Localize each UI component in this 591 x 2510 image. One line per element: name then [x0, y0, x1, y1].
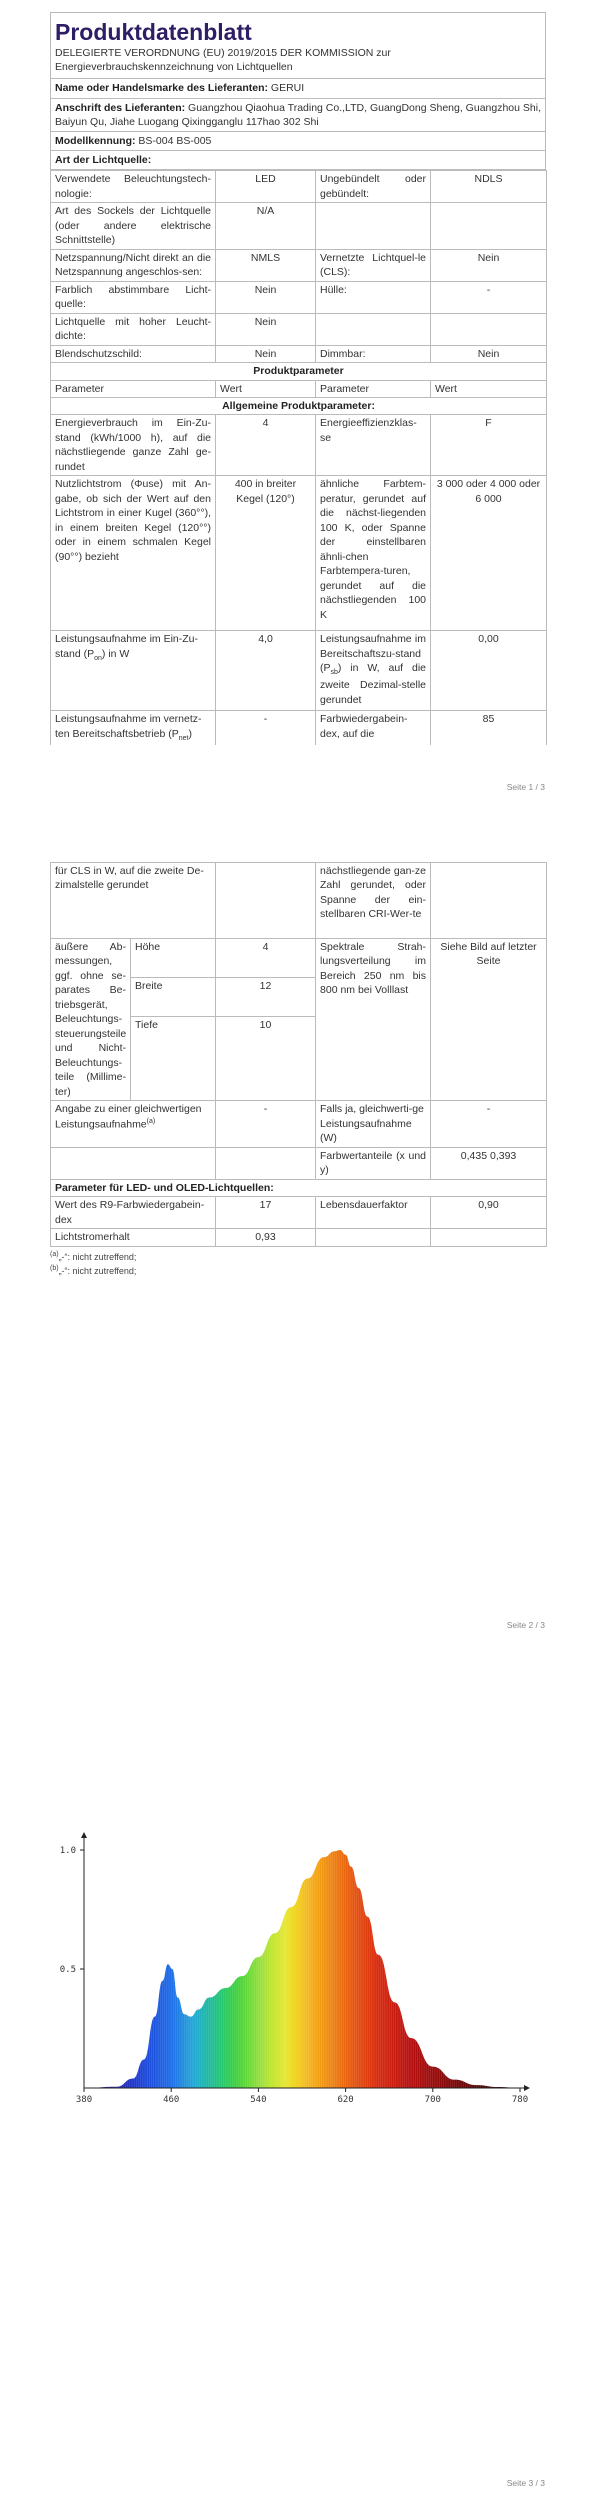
page-number: Seite 2 / 3	[506, 1620, 545, 1630]
x-tick-label: 620	[337, 2095, 354, 2105]
x-tick-label: 380	[75, 2095, 93, 2105]
table-row	[51, 345, 547, 362]
param-value: Nein	[216, 313, 316, 345]
param-label: Spektrale Strah-lungsverteilung im Bereich 250 nm bis 800 nm bei Volllast	[316, 939, 431, 1101]
table-row	[51, 415, 547, 476]
param-value: 4,0	[216, 631, 316, 711]
param-label: Blendschutzschild:	[51, 345, 216, 362]
spectral-distribution-chart	[50, 1826, 540, 2120]
y-axis-arrow-icon	[81, 1832, 87, 1838]
datasheet-page-1	[50, 12, 546, 745]
product-parameter-table	[50, 363, 547, 745]
dimension-value: 4	[216, 939, 316, 978]
param-label: Verwendete Beleuchtungstech-nologie:	[51, 171, 216, 203]
x-tick-label: 700	[424, 2095, 441, 2105]
column-header: Wert	[431, 380, 547, 397]
dimension-name: Tiefe	[131, 1017, 216, 1101]
param-value	[216, 1147, 316, 1179]
regulation-text: DELEGIERTE VERORDNUNG (EU) 2019/2015 DER KOMMISSION zur Energieverbrauchskennzeichnung von Lichtquellen	[50, 44, 546, 78]
column-header: Parameter	[316, 380, 431, 397]
x-tick-label: 540	[250, 2095, 267, 2105]
lightsource-type-heading: Art der Lichtquelle:	[50, 151, 546, 170]
model-value: BS-004 BS-005	[138, 134, 212, 147]
param-value	[431, 863, 547, 939]
param-value: 0,435 0,393	[431, 1147, 547, 1179]
param-label: Farbwertanteile (x und y)	[316, 1147, 431, 1179]
table-header-row	[51, 380, 547, 397]
dimension-name: Höhe	[131, 939, 216, 978]
param-value: Nein	[431, 345, 547, 362]
footnote: $^{(b)}$„-“: nicht zutreffend;	[50, 1265, 137, 1277]
param-value: F	[431, 415, 547, 476]
page-title: Produktdatenblatt	[50, 12, 546, 44]
param-label: Leistungsaufnahme im vernetz-ten Bereitschaftsbetrieb $(P_{net})$	[51, 711, 216, 745]
dimensions-label: äußere Ab-messungen, ggf. ohne se-parates Be-triebsgerät, Beleuchtungs-steuerungsteile und Nicht-Beleuchtungs-teile (Millime-ter)	[51, 939, 131, 1101]
param-value: 4	[216, 415, 316, 476]
datasheet-page-2	[50, 862, 546, 1279]
param-label: Farbwiedergabein-dex, auf die	[316, 711, 431, 745]
param-label: ähnliche Farbtem-peratur, gerundet auf die nächst-liegenden 100 K, oder Spanne der einstellbaren ähnli-chen Farbtempera-turen, gerundet auf die nächstliegenden 100 K	[316, 476, 431, 631]
supplier-address-label: Anschrift des Lieferanten:	[55, 101, 186, 114]
table-row	[51, 1197, 547, 1229]
x-tick-label: 780	[511, 2095, 529, 2105]
param-value	[431, 203, 547, 249]
param-value: Nein	[216, 281, 316, 313]
param-label: Ungebündelt oder gebündelt:	[316, 171, 431, 203]
supplier-name-label: Name oder Handelsmarke des Lieferanten:	[55, 82, 268, 95]
supplier-name-row	[50, 78, 546, 98]
table-row	[51, 397, 547, 414]
footnotes	[50, 1250, 546, 1279]
param-value: 0,93	[216, 1229, 316, 1246]
dimension-value: 10	[216, 1017, 316, 1101]
model-label: Modellkennung:	[55, 134, 136, 147]
param-value	[216, 863, 316, 939]
table-row	[51, 1229, 547, 1246]
param-value: -	[216, 1101, 316, 1147]
supplier-address-value: Guangzhou Qiaohua Trading Co.,LTD, GuangDong Sheng, Guangzhou Shi, Baiyun Qu, Jiahe Luogang Qixingganglu 117hao 302 Shi	[55, 101, 541, 128]
table-row	[51, 1147, 547, 1179]
param-label: Nutzlichtstrom (Φuse) mit An-gabe, ob sich der Wert auf den Lichtstrom in einer Kugel (360°°), in einem breiten Kegel (120°°) oder in einem schmalen Kegel (90°°) bezieht	[51, 476, 216, 631]
param-label: Leistungsaufnahme im Ein-Zu-stand $(P_{on})$ in W	[51, 631, 216, 711]
param-value: 85	[431, 711, 547, 745]
param-value: N/A	[216, 203, 316, 249]
section-heading: Produktparameter	[51, 363, 547, 380]
model-row	[50, 132, 546, 151]
param-label: Lichtstromerhalt	[51, 1229, 216, 1246]
column-header: Wert	[216, 380, 316, 397]
page-number: Seite 1 / 3	[506, 782, 545, 792]
param-value: -	[216, 711, 316, 745]
param-label: Vernetzte Lichtquel-le (CLS):	[316, 249, 431, 281]
param-label: Hülle:	[316, 281, 431, 313]
param-label: Art des Sockels der Lichtquelle (oder andere elektrische Schnittstelle)	[51, 203, 216, 249]
param-value: -	[431, 281, 547, 313]
param-label	[51, 1147, 216, 1179]
param-label: Lebensdauerfaktor	[316, 1197, 431, 1229]
lightsource-type-table	[50, 170, 547, 363]
footnote: $^{(a)}$„-“: nicht zutreffend;	[50, 1250, 137, 1262]
param-value	[431, 313, 547, 345]
param-label	[316, 1229, 431, 1246]
param-value: Nein	[431, 249, 547, 281]
table-row	[51, 631, 547, 711]
param-label	[316, 313, 431, 345]
table-row	[51, 863, 547, 939]
param-label: Falls ja, gleichwerti-ge Leistungsaufnahme (W)	[316, 1101, 431, 1147]
table-row	[51, 476, 547, 631]
product-parameter-table-continued	[50, 862, 547, 1247]
x-axis-arrow-icon	[524, 2085, 530, 2091]
param-value: Nein	[216, 345, 316, 362]
page-number: Seite 3 / 3	[506, 2478, 545, 2488]
table-row	[51, 711, 547, 745]
table-row	[51, 1179, 547, 1196]
param-value: NDLS	[431, 171, 547, 203]
param-value	[431, 1229, 547, 1246]
param-value: 400 in breiter Kegel (120°)	[216, 476, 316, 631]
y-tick-label: 0.5	[59, 1965, 76, 1975]
param-value: Siehe Bild auf letzter Seite	[431, 939, 547, 1101]
table-row	[51, 171, 547, 203]
param-value: NMLS	[216, 249, 316, 281]
page-3	[0, 1676, 591, 2510]
param-value: 0,90	[431, 1197, 547, 1229]
param-label: Dimmbar:	[316, 345, 431, 362]
table-row	[51, 203, 547, 249]
param-label: Lichtquelle mit hoher Leucht-dichte:	[51, 313, 216, 345]
param-value: 17	[216, 1197, 316, 1229]
page-1	[0, 0, 591, 800]
dimension-name: Breite	[131, 978, 216, 1017]
y-tick-label: 1.0	[59, 1846, 76, 1856]
param-value: 3 000 oder 4 000 oder 6 000	[431, 476, 547, 631]
param-label	[316, 203, 431, 249]
section-heading: Parameter für LED- und OLED-Lichtquellen:	[51, 1179, 547, 1196]
table-row	[51, 281, 547, 313]
param-value: -	[431, 1101, 547, 1147]
spectrum-svg	[50, 1826, 540, 2116]
param-label: Angabe zu einer gleichwertigen Leistungsaufnahme$^{(a)}$	[51, 1101, 216, 1147]
table-row	[51, 313, 547, 345]
section-heading: Allgemeine Produktparameter:	[51, 397, 547, 414]
param-label: Leistungsaufnahme im Bereitschaftszu-stand $(P_{sb})$ in W, auf die zweite Dezimal-stelle gerundet	[316, 631, 431, 711]
param-label: Energieverbrauch im Ein-Zu-stand (kWh/1000 h), auf die nächstliegende ganze Zahl ge-rundet	[51, 415, 216, 476]
supplier-address-row	[50, 99, 546, 132]
param-value: 0,00	[431, 631, 547, 711]
param-label: Farblich abstimmbare Licht-quelle:	[51, 281, 216, 313]
column-header: Parameter	[51, 380, 216, 397]
param-value: LED	[216, 171, 316, 203]
dimension-value: 12	[216, 978, 316, 1017]
supplier-name-value: GERUI	[270, 82, 305, 95]
param-label: Netzspannung/Nicht direkt an die Netzspannung angeschlos-sen:	[51, 249, 216, 281]
table-row	[51, 1101, 547, 1147]
param-label: nächstliegende gan-ze Zahl gerundet, oder Spanne der ein-stellbaren CRI-Wer-te	[316, 863, 431, 939]
table-row	[51, 939, 547, 978]
x-tick-label: 460	[163, 2095, 180, 2105]
param-label: für CLS in W, auf die zweite De-zimalstelle gerundet	[51, 863, 216, 939]
table-row	[51, 249, 547, 281]
page-2	[0, 838, 591, 1638]
param-label: Energieeffizienzklas-se	[316, 415, 431, 476]
table-row	[51, 363, 547, 380]
param-label: Wert des R9-Farbwiedergabein-dex	[51, 1197, 216, 1229]
